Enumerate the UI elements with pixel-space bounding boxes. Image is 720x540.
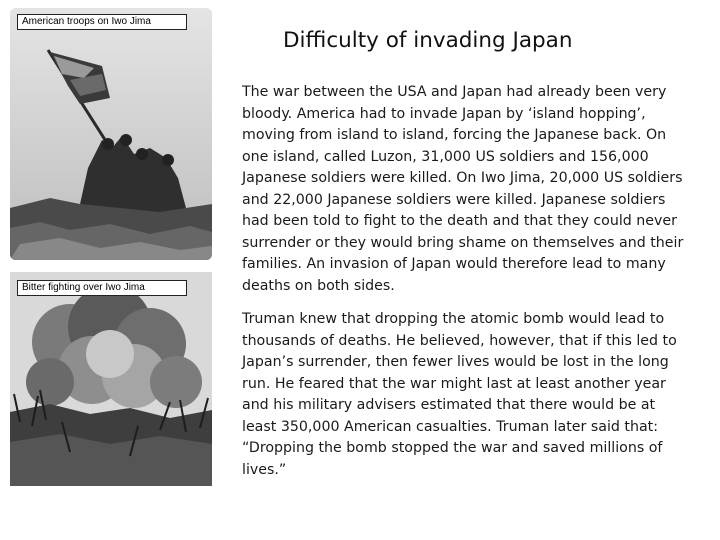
flag-raising-photo [10,8,212,260]
photo2-caption: Bitter fighting over Iwo Jima [17,280,187,296]
photo1-caption: American troops on Iwo Jima [17,14,187,30]
body-paragraph-1: The war between the USA and Japan had already been very bloody. America had to invade Japan by ‘island hopping’, moving from island to island, forcing the Japanese back. On one island, called Luzon, 31,000 US soldiers and 156,000 Japanese soldiers were killed. On Iwo Jima, 20,000 US soldiers and 22,000 Japanese soldiers were killed. Japanese soldiers had been told to fight to the death and that they could never surrender or they would bring shame on themselves and their families. An invasion of Japan would therefore lead to many deaths on both sides. [242,84,684,294]
battle-explosion-photo [10,272,212,486]
body-paragraph-2: Truman knew that dropping the atomic bomb would lead to thousands of deaths. He believed, however, that if this led to Japan’s surrender, then fewer lives would be lost in the long run. He feared that the war might last at least another year and his military advisers estimated that there would be at least 350,000 American casualties. Truman later said that: “Dropping the bomb stopped the war and saved millions of lives.” [242,311,677,478]
slide-title: Difficulty of invading Japan [283,28,573,53]
